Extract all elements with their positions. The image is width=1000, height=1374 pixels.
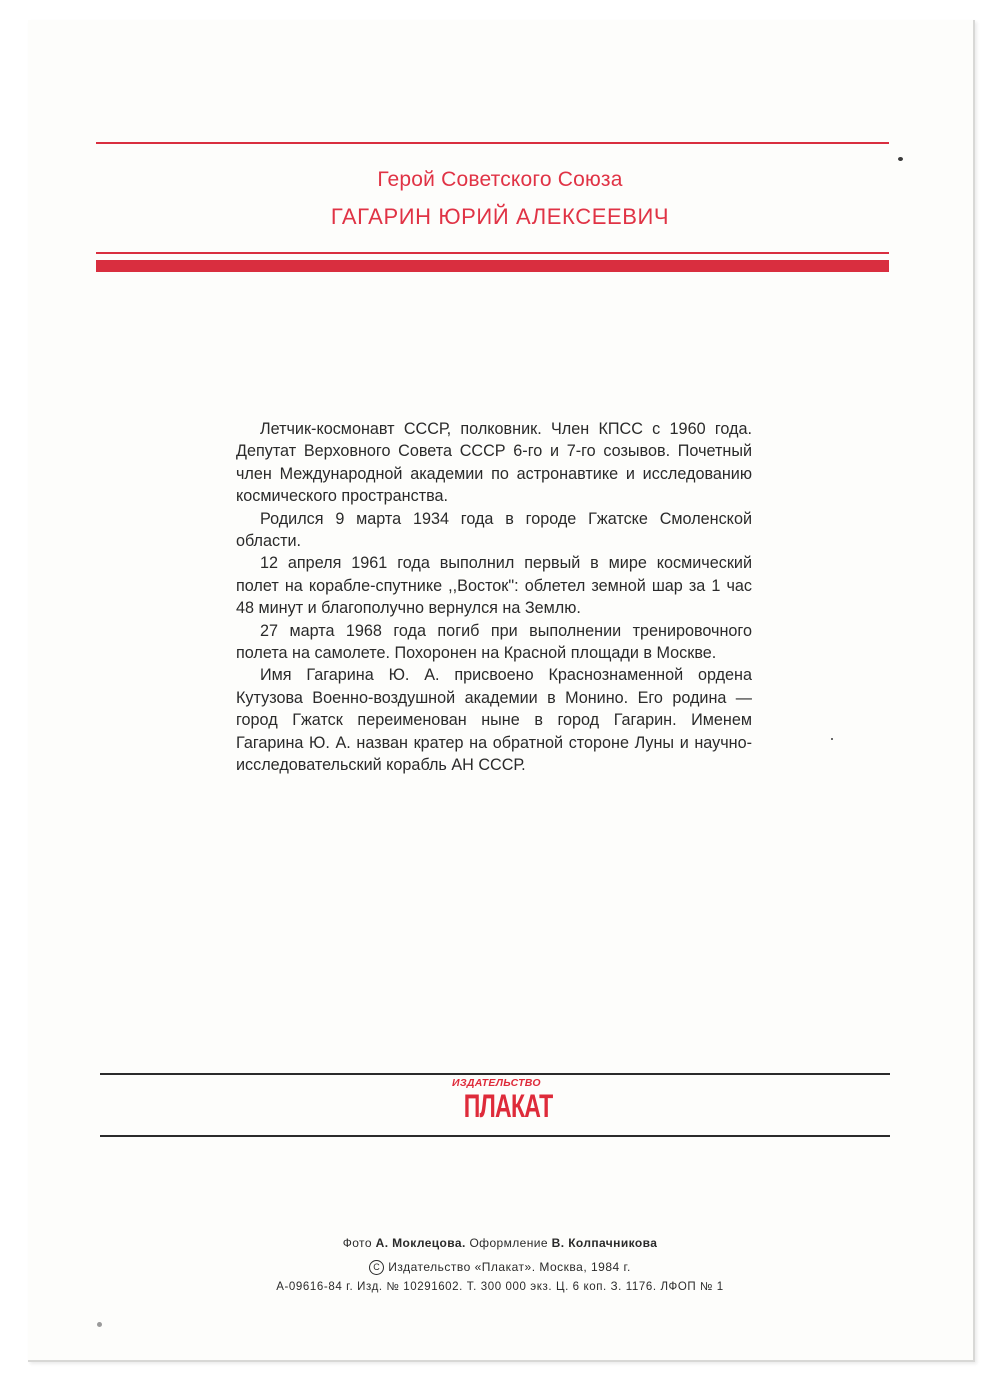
header-bottom-thick-rule <box>96 260 889 272</box>
biography-paragraph: Имя Гагарина Ю. А. присвоено Краснознаменной ордена Кутузова Военно-воздушной академии в Монино. Его родина — город Гжатск переименован ныне в город Гагарин. Именем Гагарина Ю. А. назван кратер на обратной стороне Луны и научно-исследовательский корабль АН СССР. <box>236 666 752 775</box>
publisher-text: Издательство «Плакат». Москва, 1984 г. <box>388 1260 631 1274</box>
design-label: Оформление <box>469 1236 548 1250</box>
paper-speck <box>97 1322 102 1327</box>
footer-bottom-rule <box>100 1135 890 1137</box>
biography-paragraph: Родился 9 марта 1934 года в городе Гжатске Смоленской области. <box>236 509 752 551</box>
header-bottom-thin-rule <box>96 252 889 254</box>
publisher-line <box>0 1260 1000 1275</box>
biography-paragraph: 27 марта 1968 года погиб при выполнении тренировочного полета на самолете. Похоронен на Красной площади в Москве. <box>236 621 752 663</box>
header-top-rule <box>96 142 889 144</box>
design-author: В. Колпачникова <box>551 1236 658 1250</box>
photo-label: Фото <box>342 1236 372 1250</box>
person-name: ГАГАРИН ЮРИЙ АЛЕКСЕЕВИЧ <box>330 204 670 229</box>
paper-speck <box>898 157 903 161</box>
biography-paragraph: Летчик-космонавт СССР, полковник. Член КПСС с 1960 года. Депутат Верховного Совета СССР 6-го и 7-го созывов. Почетный член Международной академии по астронавтике и исследованию космического пространства. <box>236 420 752 506</box>
publisher-logo <box>452 1077 553 1132</box>
hero-title: Герой Советского Союза <box>377 168 623 191</box>
imprint-line: А-09616-84 г. Изд. № 10291602. Т. 300 000 экз. Ц. 6 коп. З. 1176. ЛФОП № 1 <box>276 1281 724 1293</box>
biography-text <box>236 418 752 777</box>
credits-line <box>0 1236 1000 1250</box>
logo-small-text: ИЗДАТЕЛЬСТВО <box>452 1077 541 1089</box>
paper-speck <box>831 738 833 740</box>
photo-author: А. Моклецова. <box>375 1236 466 1250</box>
copyright-icon: C <box>369 1260 384 1275</box>
logo-big-text: ПЛАКАТ <box>463 1088 553 1124</box>
footer-top-rule <box>100 1073 890 1075</box>
biography-paragraph: 12 апреля 1961 года выполнил первый в мире космический полет на корабле-спутнике ,,Восток": облетел земной шар за 1 час 48 минут и благополучно вернулся на Землю. <box>236 554 752 618</box>
